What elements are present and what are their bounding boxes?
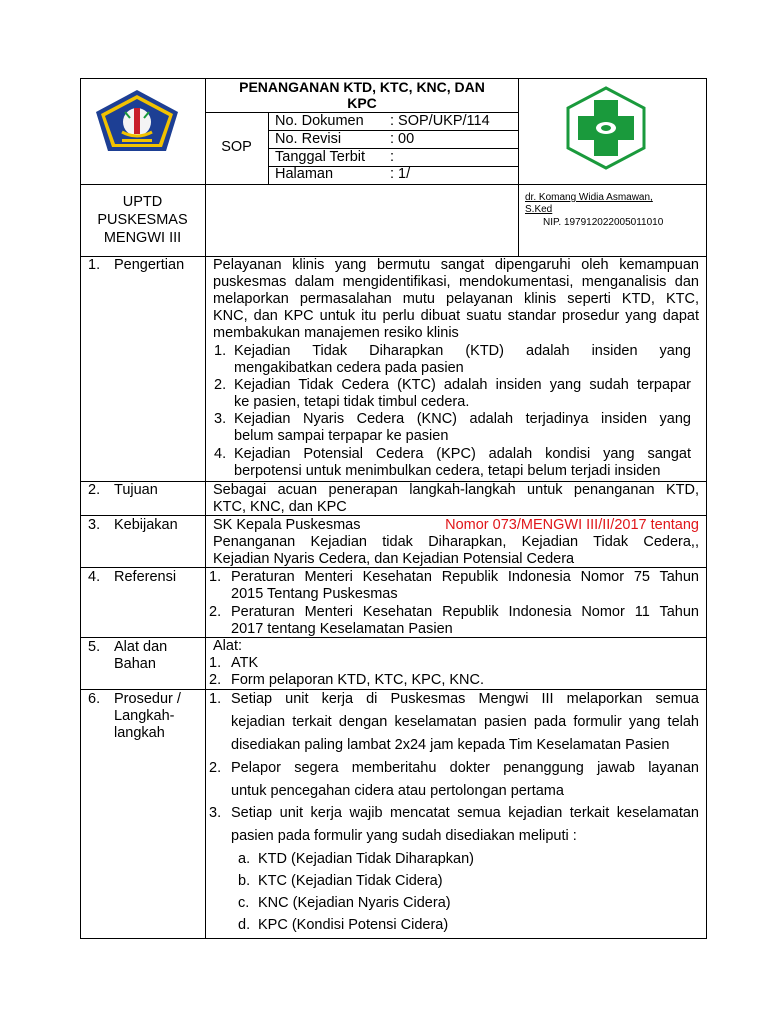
doc-no-label: No. Dokumen (275, 113, 364, 129)
referensi-item-line: Peraturan Menteri Kesehatan Republik Indonesia Nomor 11 Tahun (231, 604, 699, 620)
prosedur-subitem: KTD (Kejadian Tidak Diharapkan) (258, 851, 474, 867)
issue-date-label: Tanggal Terbit (275, 149, 366, 165)
pengertian-item-line: Kejadian Potensial Cedera (KPC) adalah kondisi yang sangat (234, 446, 691, 462)
sop-label: SOP (221, 139, 252, 155)
sub-list-letter: c. (238, 895, 250, 911)
list-number: 2. (209, 672, 222, 688)
section-label-referensi: Referensi (114, 569, 177, 585)
section-label-alat: Alat dan (114, 639, 168, 655)
section-label-tujuan: Tujuan (114, 482, 158, 498)
list-number: 4. (214, 446, 227, 462)
list-number: 3. (214, 411, 227, 427)
list-number: 2. (214, 377, 227, 393)
referensi-item-line: 2015 Tentang Puskesmas (231, 586, 398, 602)
kebijakan-line1 (213, 517, 699, 534)
revision-label: No. Revisi (275, 131, 342, 147)
kebijakan-sk-text: SK Kepala Puskesmas (213, 517, 361, 533)
alat-item: ATK (231, 655, 259, 671)
pengertian-paragraph-line: melaporkan permasalahan mutu pelayanan klinis seperti KTD, KTC, (213, 291, 699, 307)
prosedur-item-line: Setiap unit kerja di Puskesmas Mengwi III melaporkan semua (231, 691, 699, 707)
pengertian-item-line: Kejadian Tidak Cedera (KTC) adalah insiden yang sudah terpapar (234, 377, 691, 393)
prosedur-item-line: Setiap unit kerja wajib mencatat semua kejadian terkait keselamatan (231, 805, 699, 821)
revision-value: : 00 (390, 131, 415, 147)
section-label-langkah2: langkah (114, 725, 165, 741)
section-label-langkah: Langkah- (114, 708, 175, 724)
list-number: 1. (209, 655, 222, 671)
section-number: 3. (88, 517, 101, 533)
tujuan-line: KTC, KNC, dan KPC (213, 499, 347, 515)
issue-date-value: : (390, 149, 395, 165)
doc-no-value: : SOP/UKP/114 (390, 113, 490, 129)
list-number: 1. (209, 691, 222, 707)
section-label-pengertian: Pengertian (114, 257, 185, 273)
alat-item: Form pelaporan KTD, KTC, KPC, KNC. (231, 672, 485, 688)
prosedur-item-line: Pelapor segera memberitahu dokter penanggung jawab layanan (231, 760, 699, 776)
referensi-item-line: Peraturan Menteri Kesehatan Republik Indonesia Nomor 75 Tahun (231, 569, 699, 585)
prosedur-subitem: KTC (Kejadian Tidak Cidera) (258, 873, 443, 889)
alat-heading: Alat: (213, 638, 243, 654)
section-label-kebijakan: Kebijakan (114, 517, 178, 533)
kebijakan-line: Penanganan Kejadian tidak Diharapkan, Kejadian Tidak Cedera,, (213, 534, 699, 550)
pengertian-paragraph-line: Pelayanan klinis yang bermutu sangat dipengaruhi oleh kemampuan (213, 257, 699, 273)
kebijakan-line: Kejadian Nyaris Cedera, dan Kejadian Potensial Cedera (213, 551, 575, 567)
section-number: 6. (88, 691, 101, 707)
section-number: 4. (88, 569, 101, 585)
prosedur-item-line: kejadian terkait dengan keselamatan pasien pada formulir yang telah (231, 714, 699, 730)
signer-name-line1: dr. Komang Widia Asmawan, (525, 192, 653, 203)
prosedur-subitem: KNC (Kejadian Nyaris Cidera) (258, 895, 451, 911)
sub-list-letter: a. (238, 851, 251, 867)
sub-list-letter: b. (238, 873, 251, 889)
pengertian-paragraph-line: puskesmas dalam mengidentifikasi, mendokumentasi, menganalisis dan (213, 274, 699, 290)
pengertian-item-line: mengakibatkan cedera pada pasien (234, 360, 464, 376)
org-line-3: MENGWI III (103, 230, 182, 246)
prosedur-item-line: untuk pencegahan cidera atau pertolongan pertama (231, 783, 564, 799)
pengertian-paragraph-line: KNC, dan KPC untuk itu perlu dibuat suatu standar prosedur yang dapat (213, 308, 699, 324)
org-line-1: UPTD (122, 194, 163, 210)
section-label-bahan: Bahan (114, 656, 156, 672)
list-number: 1. (214, 343, 227, 359)
section-label-prosedur: Prosedur / (114, 691, 181, 707)
prosedur-item-line: disediakan paling lambat 2x24 jam kepada Tim Keselamatan Pasien (231, 737, 670, 753)
list-number: 1. (209, 569, 222, 585)
section-number: 1. (88, 257, 101, 273)
prosedur-subitem: KPC (Kondisi Potensi Cidera) (258, 917, 449, 933)
sub-list-letter: d. (238, 917, 251, 933)
puskesmas-cross-logo (564, 86, 648, 170)
kebijakan-decree-number: Nomor 073/MENGWI III/II/2017 tentang (445, 517, 699, 533)
referensi-item-line: 2017 tentang Keselamatan Pasien (231, 621, 453, 637)
signer-nip: NIP. 197912022005011010 (543, 217, 664, 228)
pengertian-item-line: Kejadian Nyaris Cedera (KNC) adalah terjadinya insiden yang (234, 411, 691, 427)
pengertian-item-line: berpotensi untuk menimbulkan cedera, tetapi belum terjadi insiden (234, 463, 661, 479)
list-number: 3. (209, 805, 222, 821)
pengertian-paragraph-line: membakukan manajemen resiko klinis (213, 325, 459, 341)
prosedur-item-line: pasien pada formulir yang sudah disediakan meliputi : (231, 828, 577, 844)
list-number: 2. (209, 760, 222, 776)
list-number: 2. (209, 604, 222, 620)
pengertian-item-line: Kejadian Tidak Diharapkan (KTD) adalah insiden yang (234, 343, 691, 359)
tujuan-line: Sebagai acuan penerapan langkah-langkah untuk penanganan KTD, (213, 482, 699, 498)
section-number: 5. (88, 639, 101, 655)
section-number: 2. (88, 482, 101, 498)
pengertian-item-line: belum sampai terpapar ke pasien (234, 428, 449, 444)
organization-name (80, 193, 205, 247)
signer-name-line2: S.Ked (525, 204, 553, 215)
document-title-line2: KPC (347, 95, 377, 111)
document-title-line1: PENANGANAN KTD, KTC, KNC, DAN (239, 79, 485, 95)
page-value: : 1/ (390, 166, 411, 182)
pengertian-item-line: ke pasien, tetapi tidak timbul cedera. (234, 394, 470, 410)
badung-emblem-logo (92, 88, 182, 156)
page-label: Halaman (275, 166, 334, 182)
document-title (205, 79, 519, 111)
org-line-2: PUSKESMAS (97, 212, 188, 228)
